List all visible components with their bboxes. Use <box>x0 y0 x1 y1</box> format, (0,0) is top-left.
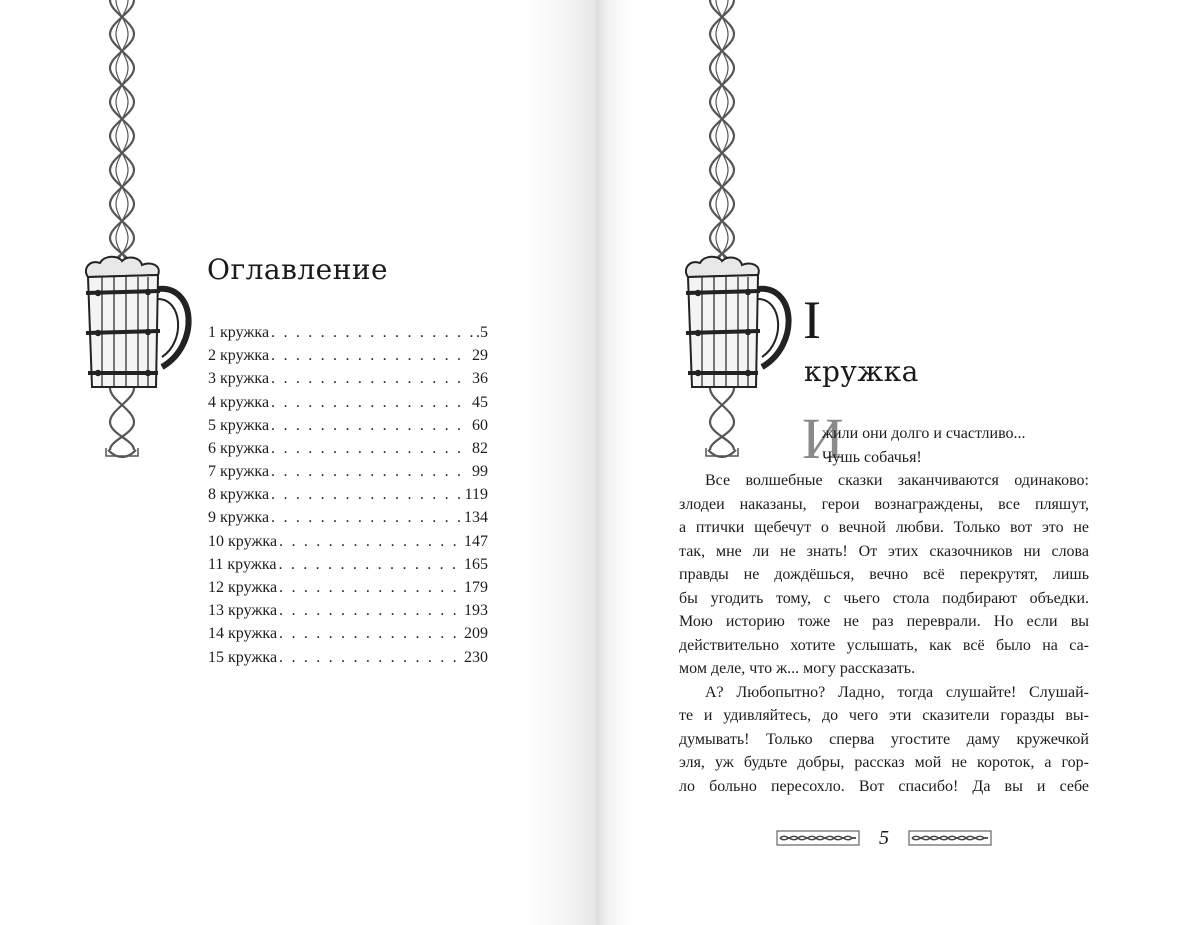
toc-leader <box>278 553 462 576</box>
toc-leader <box>279 622 462 645</box>
body-line: А? Любопытно? Ладно, тогда слушайте! Слушай- <box>705 683 1089 701</box>
table-of-contents <box>208 321 488 669</box>
chapter-body <box>679 422 1089 798</box>
body-line: те и удивляйтесь, до чего эти сказители горазды вы- <box>679 707 1089 724</box>
toc-entry-page: 82 <box>472 439 488 457</box>
beer-mug-icon <box>78 255 200 395</box>
toc-entry-label: 7 кружка <box>208 463 270 481</box>
body-line: Чушь собачья! <box>822 448 922 466</box>
toc-leader <box>279 576 462 599</box>
body-line: правды не дождёшься, вечно всё перекрутят, лишь <box>679 566 1089 583</box>
body-line: действительно хотите услышать, как всё было на са- <box>679 636 1089 654</box>
body-line: бы угодить тому, с чьего стола подбирают объедки. <box>679 589 1089 607</box>
toc-leader <box>271 367 470 390</box>
toc-leader <box>279 646 462 669</box>
toc-entry-label: 10 кружка <box>208 532 278 550</box>
body-line: злодеи наказаны, герои вознаграждены, все пляшут, <box>679 495 1089 513</box>
toc-entry-label: 2 кружка <box>208 347 270 365</box>
celtic-braid-left-icon <box>104 0 140 268</box>
toc-leader <box>279 599 462 622</box>
toc-entry-page: 179 <box>464 579 488 597</box>
toc-leader <box>279 530 462 553</box>
toc-entry-page: 29 <box>472 347 488 365</box>
toc-entry-label: 11 кружка <box>208 555 277 573</box>
toc-entry[interactable] <box>208 576 488 599</box>
toc-entry[interactable] <box>208 437 488 460</box>
toc-leader <box>271 391 470 414</box>
body-line: ло больно пересохло. Вот спасибо! Да вы и себе <box>679 777 1089 795</box>
toc-entry[interactable] <box>208 646 488 669</box>
toc-entry-label: 14 кружка <box>208 625 278 643</box>
toc-leader <box>271 414 470 437</box>
toc-leader <box>271 344 470 367</box>
drop-cap: И <box>802 406 844 471</box>
celtic-braid-right-icon <box>704 0 740 268</box>
toc-leader <box>271 321 474 344</box>
beer-mug-icon <box>678 255 800 395</box>
toc-entry-page: 230 <box>464 648 488 666</box>
toc-entry-page: 36 <box>472 370 488 388</box>
knot-ornament-left-icon <box>776 830 860 846</box>
toc-entry-page: 147 <box>464 532 488 550</box>
toc-entry[interactable] <box>208 367 488 390</box>
toc-entry[interactable] <box>208 391 488 414</box>
body-line: эля, уж будьте добры, рассказ мой не короток, а гор- <box>679 754 1089 771</box>
body-line: а птички щебечут о вечной любви. Только вот это не <box>679 519 1089 536</box>
body-line: жили они долго и счастливо... <box>822 425 1026 442</box>
toc-entry-page: 99 <box>472 463 488 481</box>
toc-entry-label: 12 кружка <box>208 579 278 597</box>
toc-entry-page: 165 <box>464 555 488 573</box>
toc-entry[interactable] <box>208 622 488 645</box>
body-line: думывать! Только сперва угостите даму кружечкой <box>679 730 1089 748</box>
toc-entry-page: 193 <box>464 602 488 620</box>
toc-entry-label: 13 кружка <box>208 602 278 620</box>
toc-entry[interactable] <box>208 507 488 530</box>
toc-entry-label: 15 кружка <box>208 648 278 666</box>
toc-leader <box>271 483 463 506</box>
knot-ornament-right-icon <box>908 830 992 846</box>
body-line: так, мне ли не знать! От этих сказочников ни слова <box>679 542 1089 560</box>
toc-leader <box>271 460 470 483</box>
page-number: 5 <box>879 826 889 849</box>
toc-entry[interactable] <box>208 553 488 576</box>
toc-entry-page: 60 <box>472 416 488 434</box>
toc-entry-label: 3 кружка <box>208 370 270 388</box>
body-line: Мою историю тоже не раз переврали. Но если вы <box>679 613 1089 630</box>
chapter-number: I <box>803 290 821 350</box>
toc-entry[interactable] <box>208 460 488 483</box>
celtic-braid-lower-left-icon <box>104 388 140 460</box>
toc-entry[interactable] <box>208 321 488 344</box>
toc-leader <box>271 437 470 460</box>
toc-entry-label: 1 кружка <box>208 323 270 341</box>
body-line: мом деле, что ж... могу рассказать. <box>679 660 916 677</box>
toc-entry-label: 8 кружка <box>208 486 270 504</box>
toc-entry[interactable] <box>208 483 488 506</box>
toc-entry[interactable] <box>208 414 488 437</box>
toc-leader <box>271 506 462 529</box>
toc-entry-page: 134 <box>464 509 488 527</box>
toc-entry[interactable] <box>208 530 488 553</box>
toc-title: Оглавление <box>207 253 389 286</box>
toc-entry-page: 45 <box>472 393 488 411</box>
chapter-title: кружка <box>804 355 919 388</box>
toc-entry-label: 4 кружка <box>208 393 270 411</box>
toc-entry[interactable] <box>208 599 488 622</box>
toc-entry-label: 6 кружка <box>208 439 270 457</box>
toc-entry-page: .5 <box>476 323 488 341</box>
toc-entry[interactable] <box>208 344 488 367</box>
toc-entry-page: 119 <box>464 486 488 504</box>
toc-entry-label: 5 кружка <box>208 416 270 434</box>
body-line: Все волшебные сказки заканчиваются одинаково: <box>705 472 1089 489</box>
page-footer <box>776 826 992 850</box>
toc-entry-page: 209 <box>464 625 488 643</box>
toc-entry-label: 9 кружка <box>208 509 270 527</box>
